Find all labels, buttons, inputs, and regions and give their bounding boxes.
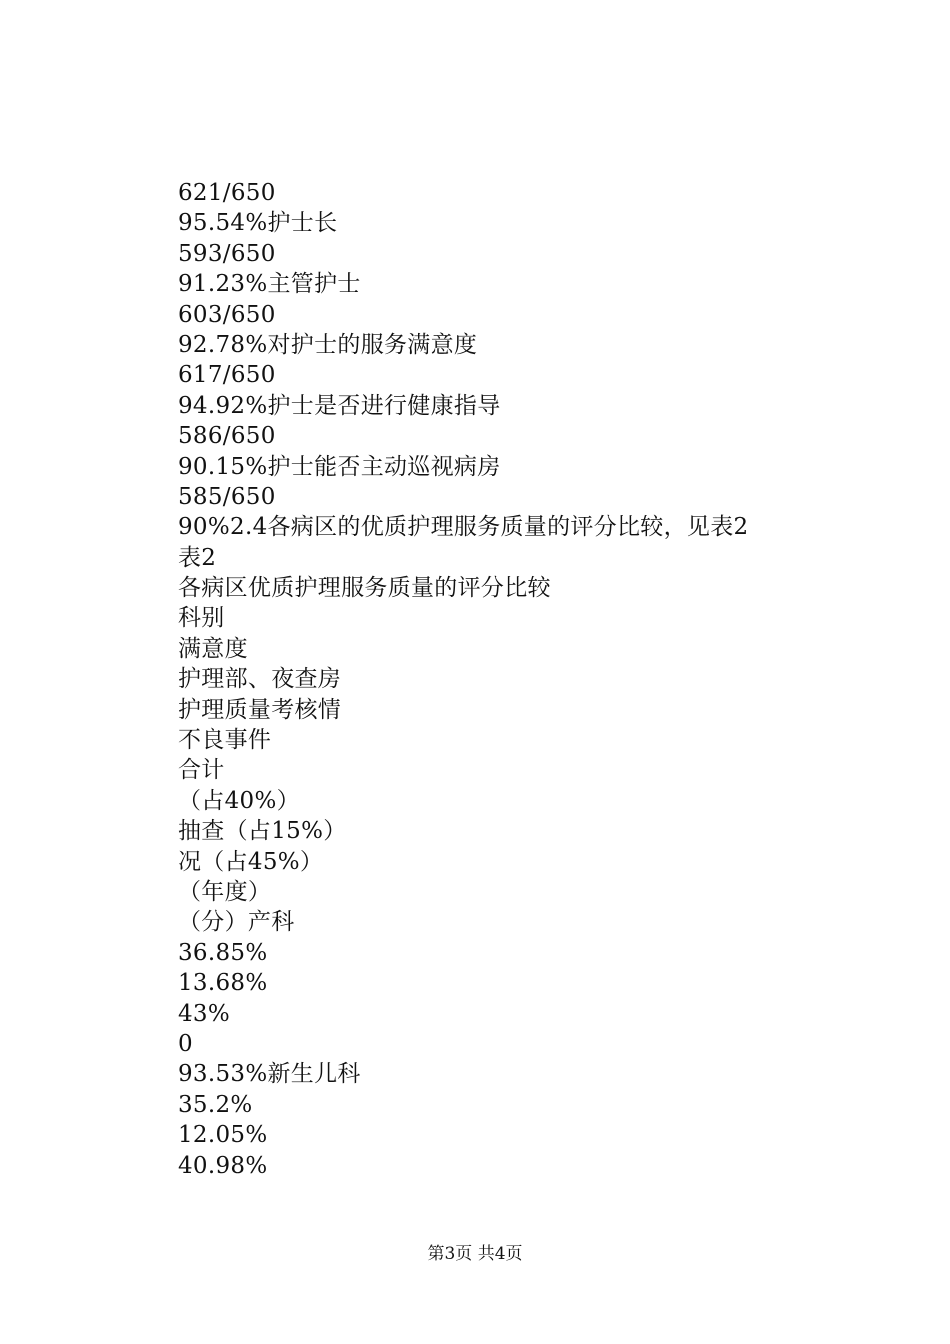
table-header-cell: 护理部、夜查房: [178, 666, 342, 693]
text-line: 90%2.4各病区的优质护理服务质量的评分比较，见表2: [178, 514, 749, 541]
text-line: 617/650: [178, 362, 276, 389]
table-cell: 36.85%: [178, 939, 268, 966]
text-line: 586/650: [178, 423, 276, 450]
table-cell: （分）产科: [178, 909, 295, 936]
text-line: 91.23%主管护士: [178, 271, 361, 298]
page-number: 第3页 共4页: [427, 1244, 523, 1264]
document-body: [178, 178, 878, 1181]
table-cell: 0: [178, 1030, 193, 1057]
table-cell: 43%: [178, 1000, 231, 1027]
text-line: 585/650: [178, 483, 276, 510]
table-header-cell: 护理质量考核情: [178, 696, 342, 723]
text-line: 94.92%护士是否进行健康指导: [178, 392, 501, 419]
table-cell: 35.2%: [178, 1091, 253, 1118]
table-caption-title: 各病区优质护理服务质量的评分比较: [178, 575, 551, 602]
text-line: 90.15%护士能否主动巡视病房: [178, 453, 501, 480]
table-caption-number: 表2: [178, 544, 217, 571]
table-cell: 12.05%: [178, 1122, 268, 1149]
table-header-cell: 不良事件: [178, 727, 272, 754]
text-line: 92.78%对护士的服务满意度: [178, 331, 478, 358]
table-header-cell: 合计: [178, 757, 225, 784]
text-line: 603/650: [178, 301, 276, 328]
table-cell: 93.53%新生儿科: [178, 1061, 361, 1088]
table-header-cell: 科别: [178, 605, 225, 632]
text-line: 621/650: [178, 180, 276, 206]
table-header-cell: 抽查（占15%）: [178, 818, 347, 845]
page-footer: [0, 1242, 950, 1266]
table-header-cell: 况（占45%）: [178, 848, 324, 875]
table-cell: 40.98%: [178, 1152, 268, 1179]
text-line: 593/650: [178, 240, 276, 267]
text-line: 95.54%护士长: [178, 210, 338, 237]
table-cell: 13.68%: [178, 970, 268, 997]
table-header-cell: （年度）: [178, 878, 272, 905]
table-header-cell: （占40%）: [178, 787, 300, 814]
table-header-cell: 满意度: [178, 635, 248, 662]
